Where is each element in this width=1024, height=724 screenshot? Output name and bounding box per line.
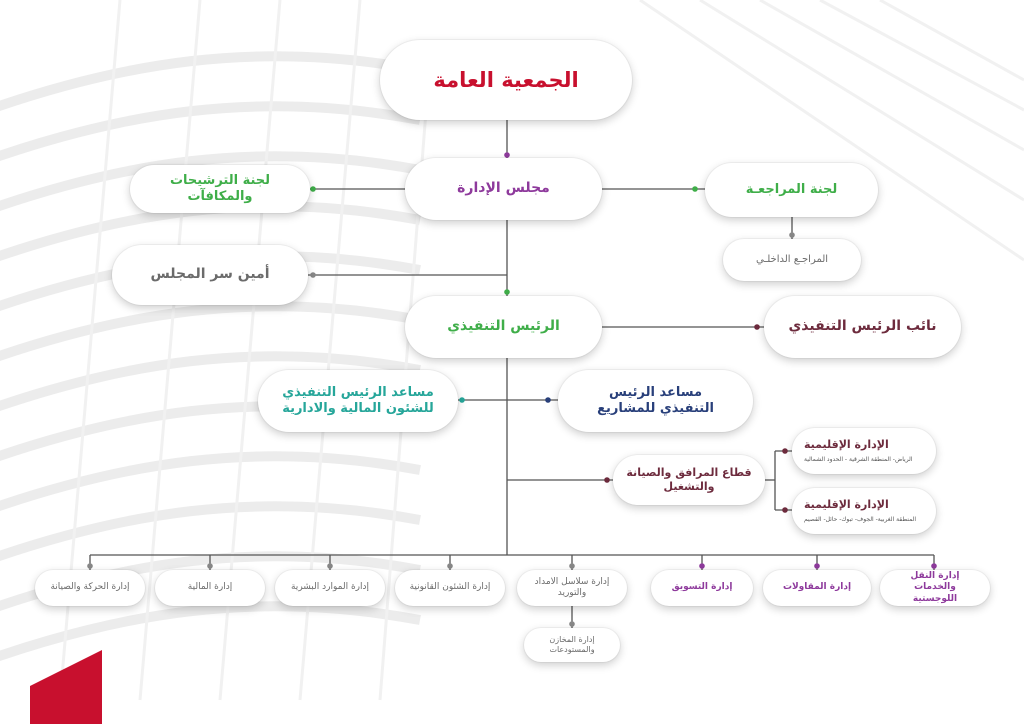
- dept-warehouses-box[interactable]: [524, 628, 620, 662]
- dot-supply-chain: [569, 563, 575, 569]
- dot-warehouses: [569, 621, 575, 627]
- nominations-committee-box[interactable]: [130, 165, 310, 213]
- asst-ceo-projects-box[interactable]: [558, 370, 753, 432]
- regional-admin-1-box[interactable]: [792, 428, 936, 474]
- dept-transport-line2: اللوجستية: [912, 593, 958, 604]
- general-assembly-label: الجمعية العامة: [433, 67, 579, 92]
- internal-auditor-label: المراجـع الداخلـي: [755, 253, 829, 265]
- dept-traffic-box[interactable]: [35, 570, 145, 606]
- deputy-ceo-label: نائب الرئيس التنفيذي: [788, 318, 937, 335]
- board-box[interactable]: [405, 158, 602, 220]
- board-secretary-box[interactable]: [112, 245, 308, 305]
- general-assembly-box[interactable]: [380, 40, 632, 120]
- dot-secretary: [310, 272, 316, 278]
- dept-warehouses-line2: والمستودعات: [549, 645, 595, 654]
- nominations-committee-label: لجنة الترشيحات والمكافآت: [169, 172, 271, 204]
- regional-admin-2-subtitle: المنطقة الغربية- الجوف- تبوك- حائل- القصيم: [804, 516, 917, 524]
- deputy-ceo-box[interactable]: [764, 296, 961, 358]
- facilities-sector-line1: قطاع المرافق والصيانة: [626, 466, 752, 480]
- dot-hr: [327, 563, 333, 569]
- regional-admin-1-title: الإدارة الإقليمية: [804, 438, 889, 452]
- dept-supply-chain-line2: والتوريد: [557, 588, 587, 598]
- dept-finance-box[interactable]: [155, 570, 265, 606]
- dept-hr-label: إدارة الموارد البشرية: [290, 582, 370, 593]
- asst-ceo-finance-line2: للشئون المالية والادارية: [282, 401, 434, 416]
- dept-contracts-box[interactable]: [763, 570, 871, 606]
- dot-finance: [207, 563, 213, 569]
- asst-ceo-finance-line1: مساعد الرئيس التنفيذي: [282, 384, 434, 400]
- regional-admin-2-title: الإدارة الإقليمية: [804, 498, 889, 512]
- dept-contracts-label: إدارة المقاولات: [782, 582, 852, 593]
- dot-audit: [692, 186, 698, 192]
- dept-supply-chain-box[interactable]: [517, 570, 627, 606]
- ceo-box[interactable]: [405, 296, 602, 358]
- regional-admin-2-box[interactable]: [792, 488, 936, 534]
- internal-auditor-box[interactable]: [723, 239, 861, 281]
- dot-nominations: [310, 186, 316, 192]
- dot-region-1: [782, 448, 788, 454]
- dot-traffic: [87, 563, 93, 569]
- dot-deputy: [754, 324, 760, 330]
- dept-traffic-label: إدارة الحركة والصيانة: [50, 582, 130, 593]
- dept-warehouses-line1: إدارة المخازن: [549, 635, 595, 644]
- dept-transport-box[interactable]: [880, 570, 990, 606]
- dot-ceo: [504, 289, 510, 295]
- dept-legal-box[interactable]: [395, 570, 505, 606]
- dept-hr-box[interactable]: [275, 570, 385, 606]
- dot-asst-finance: [459, 397, 465, 403]
- dept-supply-chain-line1: إدارة سلاسل الامداد: [534, 576, 610, 587]
- asst-ceo-projects-line1: مساعد الرئيس: [608, 384, 703, 400]
- facilities-sector-box[interactable]: [613, 455, 765, 505]
- board-secretary-label: أمين سر المجلس: [150, 266, 270, 283]
- audit-committee-label: لجنة المراجعـة: [745, 181, 838, 197]
- asst-ceo-projects-line2: التنفيذي للمشاريع: [597, 401, 714, 416]
- dept-finance-label: إدارة المالية: [187, 582, 233, 593]
- dot-facilities: [604, 477, 610, 483]
- dot-transport: [931, 563, 937, 569]
- dept-marketing-label: إدارة التسويق: [671, 582, 733, 593]
- dot-legal: [447, 563, 453, 569]
- board-label: مجلس الإدارة: [457, 180, 550, 197]
- dot-board: [504, 152, 510, 158]
- ceo-label: الرئيس التنفيذي: [447, 318, 560, 335]
- dot-internal-auditor: [789, 232, 795, 238]
- facilities-sector-line2: والتشغيل: [663, 480, 715, 493]
- dept-marketing-box[interactable]: [651, 570, 753, 606]
- asst-ceo-finance-box[interactable]: [258, 370, 458, 432]
- audit-committee-box[interactable]: [705, 163, 878, 217]
- dot-contracts: [814, 563, 820, 569]
- dot-region-2: [782, 507, 788, 513]
- regional-admin-1-subtitle: الرياض- المنطقة الشرقية - الحدود الشمالية: [804, 456, 913, 464]
- dept-transport-line1: إدارة النقل والخدمات: [910, 571, 960, 593]
- dot-asst-projects: [545, 397, 551, 403]
- dot-marketing: [699, 563, 705, 569]
- dept-legal-label: إدارة الشئون القانونية: [409, 582, 491, 593]
